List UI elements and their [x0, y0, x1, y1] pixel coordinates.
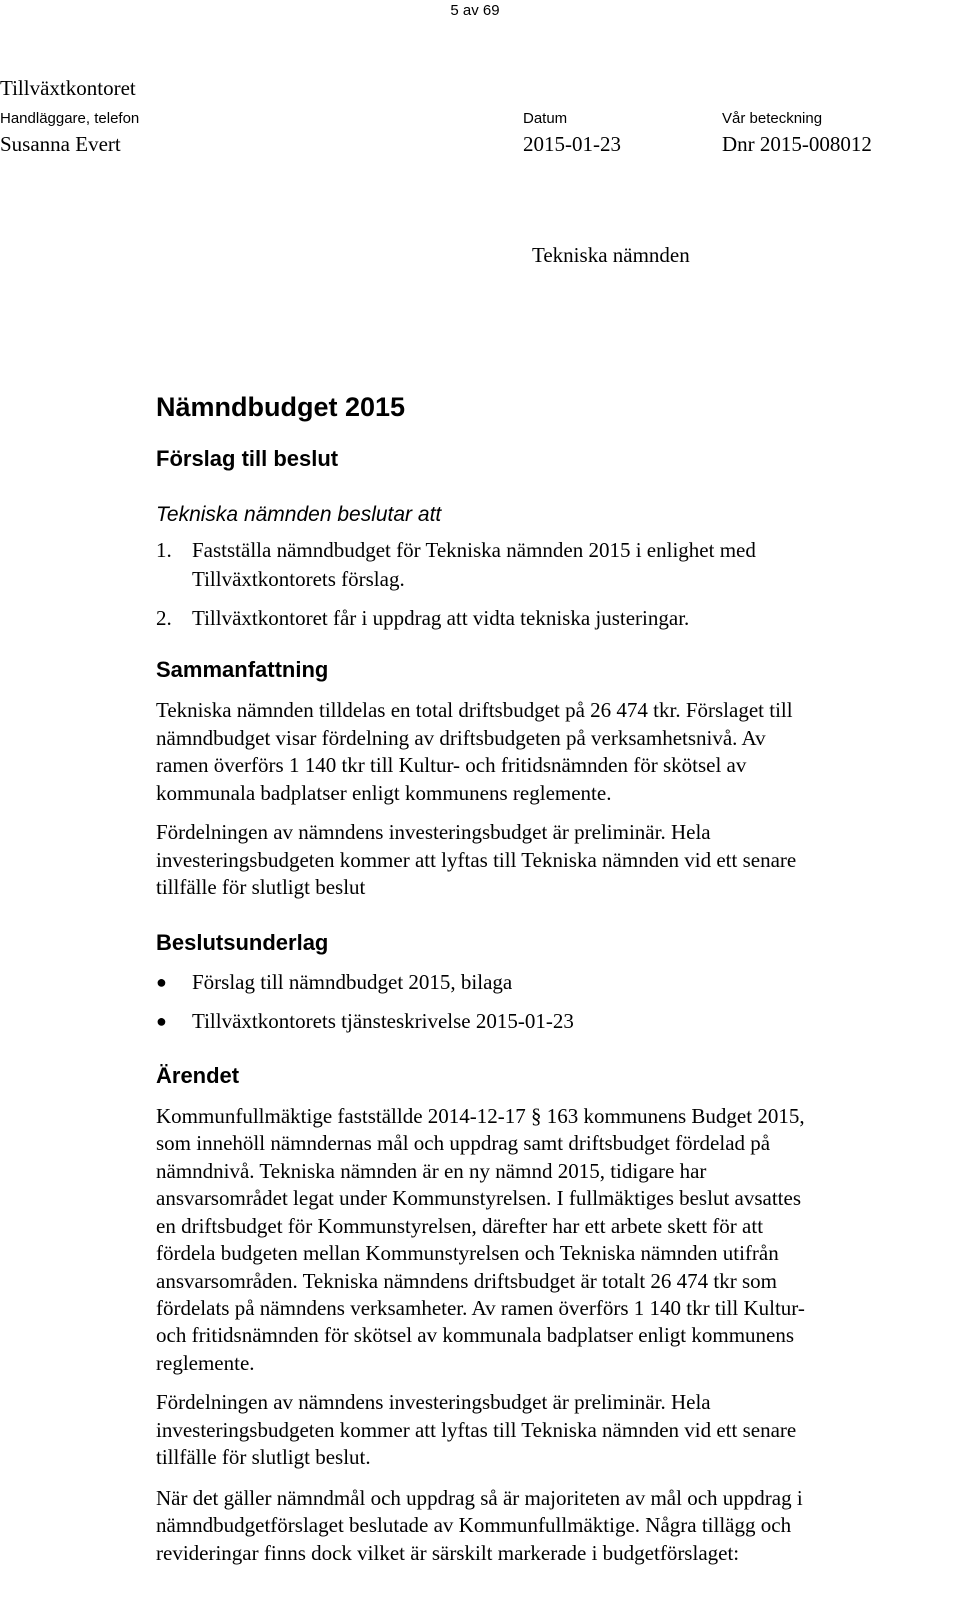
summary-line: nämndbudget visar fördelning av driftsbudgeten på verksamhetsnivå. Av [156, 726, 766, 750]
handler-label: Handläggare, telefon [0, 110, 140, 127]
reference-label: Vår beteckning [722, 110, 823, 127]
matter-line: reglemente. [156, 1351, 255, 1375]
reference-value: Dnr 2015-008012 [722, 132, 872, 156]
summary-heading: Sammanfattning [156, 657, 329, 682]
matter-line: När det gäller nämndmål och uppdrag så är majoriteten av mål och uppdrag i [156, 1486, 803, 1510]
matter-line: ansvarsområden. Tekniska nämndens driftsbudget är totalt 26 474 tkr som [156, 1269, 778, 1293]
matter-line: nämndbudgetförslaget beslutade av Kommunfullmäktige. Några tillägg och [156, 1513, 792, 1537]
page-title: Nämndbudget 2015 [156, 392, 406, 422]
recipient: Tekniska nämnden [532, 243, 690, 267]
organization-name: Tillväxtkontoret [0, 76, 136, 100]
bullet-icon: ● [156, 1011, 167, 1031]
matter-line: investeringsbudgeten kommer att lyftas till Tekniska nämnden vid ett senare [156, 1418, 797, 1442]
date-value: 2015-01-23 [523, 132, 621, 156]
matter-line: en driftsbudget för Kommunstyrelsen, därefter har ett arbete skett för att [156, 1214, 764, 1238]
matter-line: som innehöll nämndernas mål och uppdrag samt driftsbudget fördelad på [156, 1131, 771, 1155]
summary-line: ramen överförs 1 140 tkr till Kultur- och fritidsnämnden för skötsel av [156, 753, 747, 777]
decision-line: Fastställa nämndbudget för Tekniska nämnden 2015 i enlighet med [192, 538, 756, 562]
matter-line: fördela budgeten mellan Kommunstyrelsen och Tekniska nämnden utifrån [156, 1241, 779, 1265]
basis-item: Förslag till nämndbudget 2015, bilaga [192, 970, 513, 994]
summary-line: Tekniska nämnden tilldelas en total driftsbudget på 26 474 tkr. Förslaget till [156, 698, 793, 722]
matter-line: Kommunfullmäktige fastställde 2014-12-17 § 163 kommunens Budget 2015, [156, 1104, 805, 1128]
proposal-heading: Förslag till beslut [156, 446, 339, 471]
basis-heading: Beslutsunderlag [156, 930, 329, 955]
decides-intro: Tekniska nämnden beslutar att [156, 503, 442, 526]
matter-line: nämndnivå. Tekniska nämnden är en ny nämnd 2015, tidigare har [156, 1159, 707, 1183]
matter-line: ansvarsområdet legat under Kommunstyrelsen. I fullmäktiges beslut avsattes [156, 1186, 802, 1210]
decision-number: 1. [156, 538, 172, 562]
matter-heading: Ärendet [156, 1063, 240, 1088]
summary-line: Fördelningen av nämndens investeringsbudget är preliminär. Hela [156, 820, 711, 844]
bullet-icon: ● [156, 972, 167, 992]
date-label: Datum [523, 110, 568, 127]
decision-number: 2. [156, 606, 172, 630]
decision-line: Tillväxtkontorets förslag. [192, 567, 405, 591]
matter-line: fördelats på nämndens verksamheter. Av ramen överförs 1 140 tkr till Kultur- [156, 1296, 805, 1320]
summary-line: tillfälle för slutligt beslut [156, 875, 366, 899]
summary-line: kommunala badplatser enligt kommunens reglemente. [156, 781, 612, 805]
matter-line: tillfälle för slutligt beslut. [156, 1445, 371, 1469]
basis-item: Tillväxtkontorets tjänsteskrivelse 2015-01-23 [192, 1009, 574, 1033]
matter-line: revideringar finns dock vilket är särskilt markerade i budgetförslaget: [156, 1541, 740, 1565]
summary-line: investeringsbudgeten kommer att lyftas till Tekniska nämnden vid ett senare [156, 848, 797, 872]
page-number: 5 av 69 [450, 2, 500, 19]
decision-line: Tillväxtkontoret får i uppdrag att vidta tekniska justeringar. [192, 606, 690, 630]
matter-line: Fördelningen av nämndens investeringsbudget är preliminär. Hela [156, 1390, 711, 1414]
handler-value: Susanna Evert [0, 132, 121, 156]
matter-line: och fritidsnämnden för skötsel av kommunala badplatser enligt kommunens [156, 1323, 795, 1347]
